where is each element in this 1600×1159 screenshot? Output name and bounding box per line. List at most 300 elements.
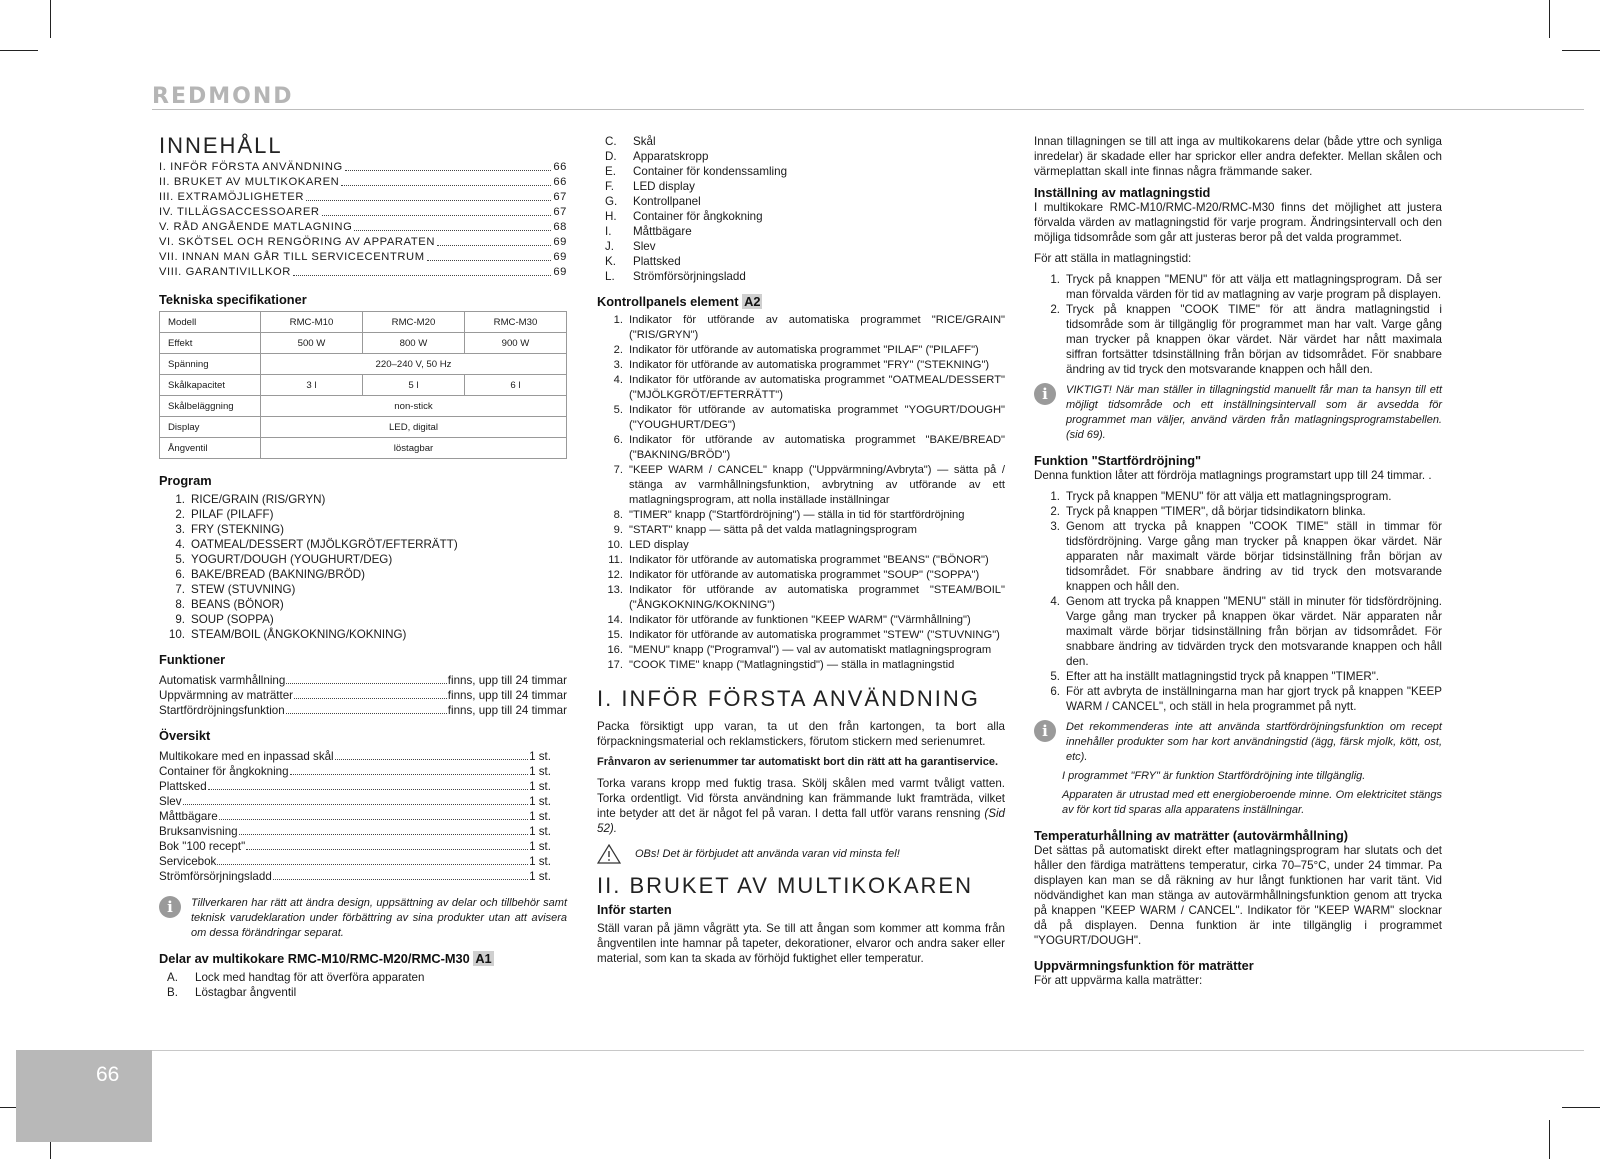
section-2-paragraph: Innan tillagningen se till att inga av multikokarens delar (både yttre och synliga inredelar) är skadade eller har sprickor eller andra defekter. Mellan skålen och värmeplattan skall inte finnas några främmande saker. bbox=[1034, 135, 1442, 178]
list-text: Genom att trycka på knappen "MENU" ställ in minuter för tidsfördröjning. Varge gång man trycker på knappen ökar värdet. När apparaten når maximalt värde börjar tidsinställning från början av tidsområdet. För snabbare ändring av tidvärden tryck den motsvarande knappen och håll den. bbox=[1066, 595, 1442, 668]
overview-qty: 1 st. bbox=[529, 765, 551, 778]
overview-name: Bok "100 recept" bbox=[159, 840, 246, 853]
list-number: 17. bbox=[607, 659, 623, 671]
info-note-text: Tillverkaren har rätt att ändra design, uppsättning av delar och tillbehör samt teknisk varudeklaration under förbättring av sina produkter utan att avisera om dessa förändringar separat. bbox=[191, 897, 567, 939]
function-value: finns, upp till 24 timmar bbox=[447, 704, 567, 717]
list-text: Indikator för utförande av funktionen "KEEP WARM" ("Värmhållning") bbox=[629, 614, 971, 626]
reheat-paragraph: För att uppvärma kalla maträtter: bbox=[1034, 974, 1203, 987]
spec-cell: 900 W bbox=[465, 333, 567, 354]
list-text: BAKE/BREAD (BAKNING/BRÖD) bbox=[191, 568, 365, 581]
column-middle bbox=[597, 134, 1005, 972]
list-number: 1. bbox=[175, 493, 185, 506]
list-item bbox=[597, 373, 1005, 403]
list-number: 8. bbox=[175, 598, 185, 611]
leader-dots bbox=[290, 764, 529, 775]
toc-item-page: 66 bbox=[553, 176, 567, 188]
list-item bbox=[597, 613, 1005, 628]
spec-cell: RMC-M30 bbox=[465, 312, 567, 333]
list-item bbox=[1034, 669, 1442, 684]
overview-name: Container för ångkokning bbox=[159, 765, 289, 778]
leader-dots bbox=[217, 854, 528, 865]
overview-list bbox=[159, 749, 567, 884]
overview-name: Bruksanvisning bbox=[159, 825, 238, 838]
list-item bbox=[597, 508, 1005, 523]
list-number: 7. bbox=[613, 464, 623, 476]
table-row bbox=[160, 396, 567, 417]
toc-item-label: VI. SKÖTSEL OCH RENGÖRING AV APPARATEN bbox=[159, 236, 436, 248]
list-number: 3. bbox=[1050, 520, 1060, 533]
list-number: 2. bbox=[175, 508, 185, 521]
part-key: H. bbox=[605, 210, 617, 223]
section-2-paragraph: Ställ varan på jämn vågrätt yta. Se till att ångan som kommer att komma från ångventilen inte hamnar på tapeter, dekorationer, elvaror och andra saker eller material, som kan ta skada av förhöjd fuktighet eller temperatur. bbox=[597, 922, 1005, 965]
list-number: 7. bbox=[175, 583, 185, 596]
part-key: D. bbox=[605, 150, 617, 163]
spec-label: Spänning bbox=[160, 354, 261, 375]
overview-qty: 1 st. bbox=[529, 810, 551, 823]
spec-cell: RMC-M20 bbox=[363, 312, 465, 333]
crop-mark bbox=[1549, 0, 1550, 38]
list-text: Indikator för utförande av automatiska programmet "STEAM/BOIL" ("ÅNGKOKNING/KOKNING") bbox=[629, 584, 1005, 611]
warning-text: OBs! Det är förbjudet att använda varan vid minsta fel! bbox=[635, 847, 900, 860]
figure-tag: A1 bbox=[475, 951, 492, 966]
reheat-heading: Uppvärmningsfunktion för maträtter bbox=[1034, 958, 1254, 973]
parts-list-part2 bbox=[597, 134, 1005, 284]
functions-heading: Funktioner bbox=[159, 652, 226, 667]
spec-label: Skålkapacitet bbox=[160, 375, 261, 396]
part-text: Slev bbox=[633, 240, 656, 253]
spec-cell: 5 l bbox=[363, 375, 465, 396]
overview-qty: 1 st. bbox=[529, 825, 551, 838]
part-key: K. bbox=[605, 255, 616, 268]
info-icon: i bbox=[1034, 720, 1056, 742]
list-number: 6. bbox=[1050, 685, 1060, 698]
functions-list bbox=[159, 673, 567, 718]
list-item bbox=[159, 749, 551, 764]
list-number: 3. bbox=[613, 359, 623, 371]
leader-dots bbox=[293, 265, 551, 276]
list-text: Tryck på knappen "MENU" för att välja ett matlagningsprogram. Då ser man förvalda värden för tid av matlagning av varje program på displayen. bbox=[1066, 273, 1442, 301]
info-note bbox=[159, 896, 567, 941]
leader-dots bbox=[246, 839, 528, 850]
list-item bbox=[597, 583, 1005, 613]
list-item bbox=[159, 492, 567, 507]
toc-item-page: 66 bbox=[553, 161, 567, 173]
table-row bbox=[160, 354, 567, 375]
overview-name: Måttbägare bbox=[159, 810, 218, 823]
list-item bbox=[159, 779, 551, 794]
part-text: Löstagbar ångventil bbox=[195, 986, 297, 999]
list-number: 13. bbox=[607, 584, 623, 596]
toc-item-label: I. INFÖR FÖRSTA ANVÄNDNING bbox=[159, 161, 343, 173]
leader-dots bbox=[286, 673, 446, 684]
list-number: 12. bbox=[607, 569, 623, 581]
part-text: Kontrollpanel bbox=[633, 195, 701, 208]
info-note-text: Apparaten är utrustad med ett energioberoende minne. Om elektricitet stängs av för kort tid sparas alla apparatens inställningar. bbox=[1062, 789, 1442, 816]
part-text: Container för ångkokning bbox=[633, 210, 763, 223]
list-text: "START" knapp — sätta på det valda matlagningsprogram bbox=[629, 524, 917, 536]
list-item bbox=[597, 269, 1005, 284]
function-name: Startfördröjningsfunktion bbox=[159, 704, 285, 717]
list-item bbox=[597, 643, 1005, 658]
list-item bbox=[597, 463, 1005, 508]
list-text: STEW (STUVNING) bbox=[191, 583, 296, 596]
parts-heading-text: Delar av multikokare RMC-M10/RMC-M20/RMC-M30 bbox=[159, 951, 470, 966]
leader-dots bbox=[335, 749, 528, 760]
table-row bbox=[160, 417, 567, 438]
keep-warm-paragraph: Det sättas på automatiskt direkt efter matlagningsprogram har slutats och det håller den färdiga maträttens temperatur, cirka 70–75°С, under 24 timmar. Pa displayen kan man se då räkning av hur långt funktionen har varit tänt. Vid nödvändighet kan man stänga av autovärmhållningsfunktion genom att trycka på knappen "KEEP WARM / CANCEL". Indikator för "KEEP WARM" slocknar då på displayen. Denna funktion är inte tillgänglig i programmet "YOGURT/DOUGH". bbox=[1034, 844, 1442, 947]
list-item bbox=[1034, 519, 1442, 594]
crop-mark bbox=[1549, 1120, 1550, 1159]
list-item bbox=[597, 254, 1005, 269]
parts-list-part1 bbox=[159, 970, 567, 1000]
keep-warm-heading: Temperaturhållning av maträtter (autovärmhållning) bbox=[1034, 828, 1349, 843]
list-number: 16. bbox=[607, 644, 623, 656]
overview-qty: 1 st. bbox=[529, 855, 551, 868]
toc-item[interactable] bbox=[159, 160, 567, 175]
page-number-box bbox=[16, 1050, 152, 1142]
part-key: L. bbox=[605, 270, 615, 283]
list-item bbox=[159, 985, 567, 1000]
section-2-title: II. BRUKET AV MULTIKOKAREN bbox=[597, 873, 973, 898]
list-item bbox=[597, 313, 1005, 343]
list-number: 4. bbox=[613, 374, 623, 386]
part-text: Skål bbox=[633, 135, 656, 148]
list-text: Indikator för utförande av automatiska programmet "SOUP" ("SOPPA") bbox=[629, 569, 980, 581]
list-text: Genom att trycka på knappen "COOK TIME" ställ in timmar för tidsfördröjning. Varge gång man trycker på knappen ökar värdet. När apparaten når maximalt värde börjar tidsinställning från början av tidsområdet. För snabbare ändring av tid tryck den motsvarande knappen och håll den. bbox=[1066, 520, 1442, 593]
leader-dots bbox=[239, 824, 528, 835]
list-item bbox=[597, 523, 1005, 538]
list-number: 9. bbox=[175, 613, 185, 626]
part-key: C. bbox=[605, 135, 617, 148]
spec-cell: 220–240 V, 50 Hz bbox=[261, 354, 567, 375]
list-item bbox=[597, 239, 1005, 254]
specs-table bbox=[159, 311, 567, 459]
toc-item-label: VII. INNAN MAN GÅR TILL SERVICECENTRUM bbox=[159, 251, 425, 263]
part-text: Lock med handtag för att överföra apparaten bbox=[195, 971, 425, 984]
function-value: finns, upp till 24 timmar bbox=[447, 689, 567, 702]
list-text: LED display bbox=[629, 539, 689, 551]
section-1-paragraph bbox=[597, 776, 1005, 836]
list-text: Indikator för utförande av automatiska programmet "BAKE/BREAD" ("BAKNING/BRÖD") bbox=[629, 434, 1005, 461]
table-row bbox=[160, 375, 567, 396]
list-text: FRY (STEKNING) bbox=[191, 523, 284, 536]
list-text: "MENU" knapp ("Programval") — val av automatiskt matlagningsprogram bbox=[629, 644, 992, 656]
list-item bbox=[1034, 302, 1442, 377]
list-text: YOGURT/DOUGH (YOUGHURT/DEG) bbox=[191, 553, 393, 566]
leader-dots bbox=[306, 190, 551, 201]
part-key: E. bbox=[605, 165, 616, 178]
leader-dots bbox=[341, 175, 551, 186]
delay-heading: Funktion "Startfördröjning" bbox=[1034, 453, 1202, 468]
parts-heading bbox=[159, 951, 567, 966]
toc-item-page: 67 bbox=[553, 206, 567, 218]
toc-item-label: II. BRUKET AV MULTIKOKAREN bbox=[159, 176, 340, 188]
list-number: 2. bbox=[1050, 505, 1060, 518]
delay-paragraph: Denna funktion låter att fördröja matlagnings programstart upp till 24 timmar. . bbox=[1034, 469, 1432, 482]
list-number: 2. bbox=[613, 344, 623, 356]
spec-cell: 3 l bbox=[261, 375, 363, 396]
list-text: Tryck på knappen "MENU" för att välja ett matlagningsprogram. bbox=[1066, 490, 1392, 503]
toc-item-label: III. EXTRAMÖJLIGHETER bbox=[159, 191, 305, 203]
list-item bbox=[1034, 684, 1442, 714]
toc-item-page: 67 bbox=[553, 191, 567, 203]
control-panel-heading-text: Kontrollpanels element bbox=[597, 294, 739, 309]
list-item bbox=[159, 537, 567, 552]
list-number: 14. bbox=[607, 614, 623, 626]
program-heading: Program bbox=[159, 473, 212, 488]
leader-dots bbox=[183, 794, 529, 805]
list-item bbox=[159, 970, 567, 985]
crop-mark bbox=[1562, 50, 1600, 51]
toc-item[interactable] bbox=[159, 190, 567, 205]
list-number: 3. bbox=[175, 523, 185, 536]
list-number: 1. bbox=[1050, 490, 1060, 503]
spec-label: Display bbox=[160, 417, 261, 438]
important-note-text: VIKTIGT! När man ställer in tillagningstid manuellt får man ta hansyn till ett möjligt tidsområde och ett inställningsintervall som är avsedda för programmet man väljer, använd värden från matlagningsprogramstabellen. (sid 69). bbox=[1066, 384, 1442, 441]
list-item bbox=[159, 703, 567, 718]
list-item bbox=[597, 538, 1005, 553]
list-number: 5. bbox=[175, 553, 185, 566]
toc-list bbox=[159, 160, 567, 280]
list-item bbox=[1034, 272, 1442, 302]
spec-label: Effekt bbox=[160, 333, 261, 354]
part-key: B. bbox=[167, 986, 178, 999]
overview-qty: 1 st. bbox=[529, 870, 551, 883]
list-text: Indikator för utförande av automatiska programmet "RICE/GRAIN" ("RIS/GRYN") bbox=[629, 314, 1005, 341]
spec-cell: non-stick bbox=[261, 396, 567, 417]
before-start-heading: Inför starten bbox=[597, 902, 672, 917]
list-item bbox=[597, 358, 1005, 373]
overview-name: Plattsked bbox=[159, 780, 207, 793]
spec-cell: LED, digital bbox=[261, 417, 567, 438]
crop-mark bbox=[1562, 1107, 1600, 1108]
toc-item[interactable] bbox=[159, 265, 567, 280]
list-text: Tryck på knappen "TIMER", då börjar tidsindikatorn blinka. bbox=[1066, 505, 1366, 518]
program-list bbox=[159, 492, 567, 642]
cleaning-text: Torka varans kropp med fuktig trasa. Skölj skålen med varmt tvåligt vatten. Torka ordentligt. Vid första användning kan främmande lukt framträda, vilket inte betyder att det är något fel på varan. I detta fall utför varans rensning bbox=[597, 777, 1005, 820]
control-panel-list bbox=[597, 313, 1005, 673]
list-item bbox=[159, 794, 551, 809]
list-item bbox=[159, 869, 551, 884]
spec-label: Skålbeläggning bbox=[160, 396, 261, 417]
list-text: Tryck på knappen "COOK TIME" för att ändra matlagningstid i tidsområde som är tillgänglig för programmet man har valt. Varge gång man trycker på knappen ökar värdet. När värdet har nått maximala siffran fortsätter tdsinställning från början av tidsområdet. För snabbare ändring av tid tryck den motsvarande knappen och håll den. bbox=[1066, 303, 1442, 376]
section-1-paragraph: Packa försiktigt upp varan, ta ut den från kartongen, ta bort alla förpackningsmaterial och reklamstickers, förutom stickern med serienumret. bbox=[597, 720, 1005, 748]
list-item bbox=[159, 597, 567, 612]
info-note-text: Det rekommenderas inte att använda startfördröjningsfunktion om recept innehåller produkter som har kort användningstid (ägg, färsk mjolk, kött, ost, etc). bbox=[1066, 721, 1442, 763]
list-item bbox=[1034, 594, 1442, 669]
cook-time-paragraph: I multikokare RMC-M10/RMC-M20/RMC-M30 finns det möjlighet att justera förvalda värden av matlagningstid för varje program. Ändringsintervall och den möjliga tidsområde som går att justeras beror på det valda programmet. bbox=[1034, 201, 1442, 244]
table-row bbox=[160, 312, 567, 333]
overview-qty: 1 st. bbox=[529, 840, 551, 853]
leader-dots bbox=[208, 779, 528, 790]
list-item bbox=[159, 809, 551, 824]
function-value: finns, upp till 24 timmar bbox=[447, 674, 567, 687]
list-item bbox=[159, 582, 567, 597]
toc-item-label: IV. TILLÄGSACCESSOARER bbox=[159, 206, 320, 218]
overview-qty: 1 st. bbox=[529, 750, 551, 763]
list-text: "COOK TIME" knapp ("Matlagningstid") — ställa in matlagningstid bbox=[629, 659, 955, 671]
spec-cell: 6 l bbox=[465, 375, 567, 396]
list-item bbox=[597, 433, 1005, 463]
table-row bbox=[160, 438, 567, 459]
list-text: Efter att ha inställt matlagningstid tryck på knappen "TIMER". bbox=[1066, 670, 1380, 683]
toc-item[interactable] bbox=[159, 205, 567, 220]
serial-warning-bold: Frånvaron av serienummer tar automatiskt bort din rätt att ha garantiservice. bbox=[597, 756, 999, 768]
list-number: 5. bbox=[613, 404, 623, 416]
list-number: 10. bbox=[168, 628, 185, 641]
list-number: 4. bbox=[1050, 595, 1060, 608]
overview-name: Slev bbox=[159, 795, 182, 808]
brand-logo: REDMOND bbox=[152, 84, 294, 109]
part-text: Plattsked bbox=[633, 255, 681, 268]
spec-label: Modell bbox=[160, 312, 261, 333]
crop-mark bbox=[0, 50, 38, 51]
list-item bbox=[597, 343, 1005, 358]
info-icon: i bbox=[159, 896, 181, 918]
leader-dots bbox=[219, 809, 528, 820]
overview-qty: 1 st. bbox=[529, 780, 551, 793]
list-item bbox=[1034, 504, 1442, 519]
control-panel-heading bbox=[597, 294, 1005, 309]
list-number: 1. bbox=[1050, 273, 1060, 286]
leader-dots bbox=[427, 250, 552, 261]
list-number: 8. bbox=[613, 509, 623, 521]
list-number: 11. bbox=[608, 554, 623, 566]
spec-label: Ångventil bbox=[160, 438, 261, 459]
leader-dots bbox=[345, 160, 552, 171]
toc-item-page: 69 bbox=[553, 236, 567, 248]
list-text: För att avbryta de inställningarna man har gjort tryck på knappen "KEEP WARM / CANCEL", och ställ in hela programmet på nytt. bbox=[1066, 685, 1442, 713]
cook-time-steps bbox=[1034, 272, 1442, 377]
list-item bbox=[159, 552, 567, 567]
part-key: I. bbox=[605, 225, 612, 238]
list-item bbox=[597, 164, 1005, 179]
list-item bbox=[159, 839, 551, 854]
header-rule bbox=[152, 109, 1584, 110]
list-number: 10. bbox=[607, 539, 623, 551]
info-icon: i bbox=[1034, 383, 1056, 405]
list-text: RICE/GRAIN (RIS/GRYN) bbox=[191, 493, 326, 506]
footer-rule bbox=[152, 1050, 1584, 1051]
figure-tag: A2 bbox=[744, 294, 761, 309]
list-number: 15. bbox=[607, 629, 623, 641]
overview-name: Servicebok bbox=[159, 855, 217, 868]
list-text: Indikator för utförande av automatiska programmet "BEANS" ("BÖNOR") bbox=[629, 554, 989, 566]
spec-cell: löstagbar bbox=[261, 438, 567, 459]
toc-item[interactable] bbox=[159, 235, 567, 250]
leader-dots bbox=[322, 205, 552, 216]
list-item bbox=[597, 658, 1005, 673]
info-note bbox=[1034, 720, 1442, 765]
list-text: Indikator för utförande av automatiska programmet "PILAF" ("PILAFF") bbox=[629, 344, 979, 356]
list-item bbox=[159, 688, 567, 703]
list-text: BEANS (BÖNOR) bbox=[191, 598, 284, 611]
leader-dots bbox=[286, 703, 447, 714]
list-number: 2. bbox=[1050, 303, 1060, 316]
list-text: "KEEP WARM / CANCEL" knapp ("Uppvärmning/Avbryta") — sätta på / stänga av varmhållningsfunktion, avbrytning av utförande av ett matlagningsprogram, att nolla inställade inställningar bbox=[629, 464, 1005, 506]
table-row bbox=[160, 333, 567, 354]
spec-cell: RMC-M10 bbox=[261, 312, 363, 333]
list-item bbox=[159, 612, 567, 627]
list-item bbox=[597, 553, 1005, 568]
leader-dots bbox=[437, 235, 551, 246]
toc-item-label: V. RÅD ANGÅENDE MATLAGNING bbox=[159, 221, 353, 233]
list-text: Indikator för utförande av automatiska programmet "OATMEAL/DESSERT" ("MJÖLKGRÖT/EFTERRÄTT") bbox=[629, 374, 1005, 401]
spec-cell: 500 W bbox=[261, 333, 363, 354]
list-text: SOUP (SOPPA) bbox=[191, 613, 274, 626]
part-key: F. bbox=[605, 180, 615, 193]
list-number: 6. bbox=[175, 568, 185, 581]
list-item bbox=[597, 194, 1005, 209]
list-item bbox=[159, 567, 567, 582]
list-number: 1. bbox=[613, 314, 623, 326]
part-text: LED display bbox=[633, 180, 695, 193]
list-item bbox=[597, 134, 1005, 149]
list-text: Indikator för utförande av automatiska programmet "FRY" ("STEKNING") bbox=[629, 359, 990, 371]
toc-item-page: 68 bbox=[553, 221, 567, 233]
page-reference: (Sid 52). bbox=[597, 807, 1005, 835]
list-item bbox=[597, 403, 1005, 433]
specs-heading: Tekniska specifikationer bbox=[159, 292, 307, 307]
part-text: Container för kondenssamling bbox=[633, 165, 788, 178]
crop-mark bbox=[50, 0, 51, 38]
delay-steps bbox=[1034, 489, 1442, 714]
cook-time-intro: För att ställa in matlagningstid: bbox=[1034, 252, 1192, 265]
leader-dots bbox=[294, 688, 447, 699]
list-item bbox=[159, 854, 551, 869]
page-number: 66 bbox=[96, 1063, 120, 1086]
part-key: A. bbox=[167, 971, 178, 984]
toc-item[interactable] bbox=[159, 220, 567, 235]
part-key: G. bbox=[605, 195, 618, 208]
list-text: OATMEAL/DESSERT (MJÖLKGRÖT/EFTERRÄTT) bbox=[191, 538, 458, 551]
list-text: Indikator för utförande av automatiska programmet "STEW" ("STUVNING") bbox=[629, 629, 1000, 641]
list-number: 4. bbox=[175, 538, 185, 551]
section-1-title: I. INFÖR FÖRSTA ANVÄNDNING bbox=[597, 686, 980, 711]
toc-item[interactable] bbox=[159, 175, 567, 190]
overview-name: Multikokare med en inpassad skål bbox=[159, 750, 334, 763]
list-item bbox=[597, 568, 1005, 583]
toc-item[interactable] bbox=[159, 250, 567, 265]
list-text: PILAF (PILAFF) bbox=[191, 508, 274, 521]
warning-note bbox=[597, 844, 1005, 864]
important-note bbox=[1034, 383, 1442, 443]
list-text: "TIMER" knapp ("Startfördröjning") — ställa in tid för startfördröjning bbox=[629, 509, 965, 521]
list-item bbox=[597, 179, 1005, 194]
part-text: Strömförsörjningsladd bbox=[633, 270, 746, 283]
list-item bbox=[159, 764, 551, 779]
list-item bbox=[159, 824, 551, 839]
list-item bbox=[597, 209, 1005, 224]
list-item bbox=[1034, 489, 1442, 504]
part-text: Apparatskropp bbox=[633, 150, 709, 163]
column-left bbox=[159, 134, 567, 1000]
toc-item-page: 69 bbox=[553, 266, 567, 278]
spec-cell: 800 W bbox=[363, 333, 465, 354]
overview-name: Strömförsörjningsladd bbox=[159, 870, 272, 883]
list-text: STEAM/BOIL (ÅNGKOKNING/KOKNING) bbox=[191, 628, 407, 641]
function-name: Automatisk varmhållning bbox=[159, 674, 286, 687]
list-number: 6. bbox=[613, 434, 623, 446]
list-item bbox=[597, 628, 1005, 643]
list-text: Indikator för utförande av automatiska programmet "YOGURT/DOUGH" ("YOUGHURT/DEG") bbox=[629, 404, 1005, 431]
list-item bbox=[159, 522, 567, 537]
info-note-text: I programmet "FRY" är funktion Startfördröjning inte tillgänglig. bbox=[1062, 770, 1366, 782]
leader-dots bbox=[354, 220, 551, 231]
part-key: J. bbox=[605, 240, 615, 253]
list-number: 5. bbox=[1050, 670, 1060, 683]
list-item bbox=[159, 627, 567, 642]
